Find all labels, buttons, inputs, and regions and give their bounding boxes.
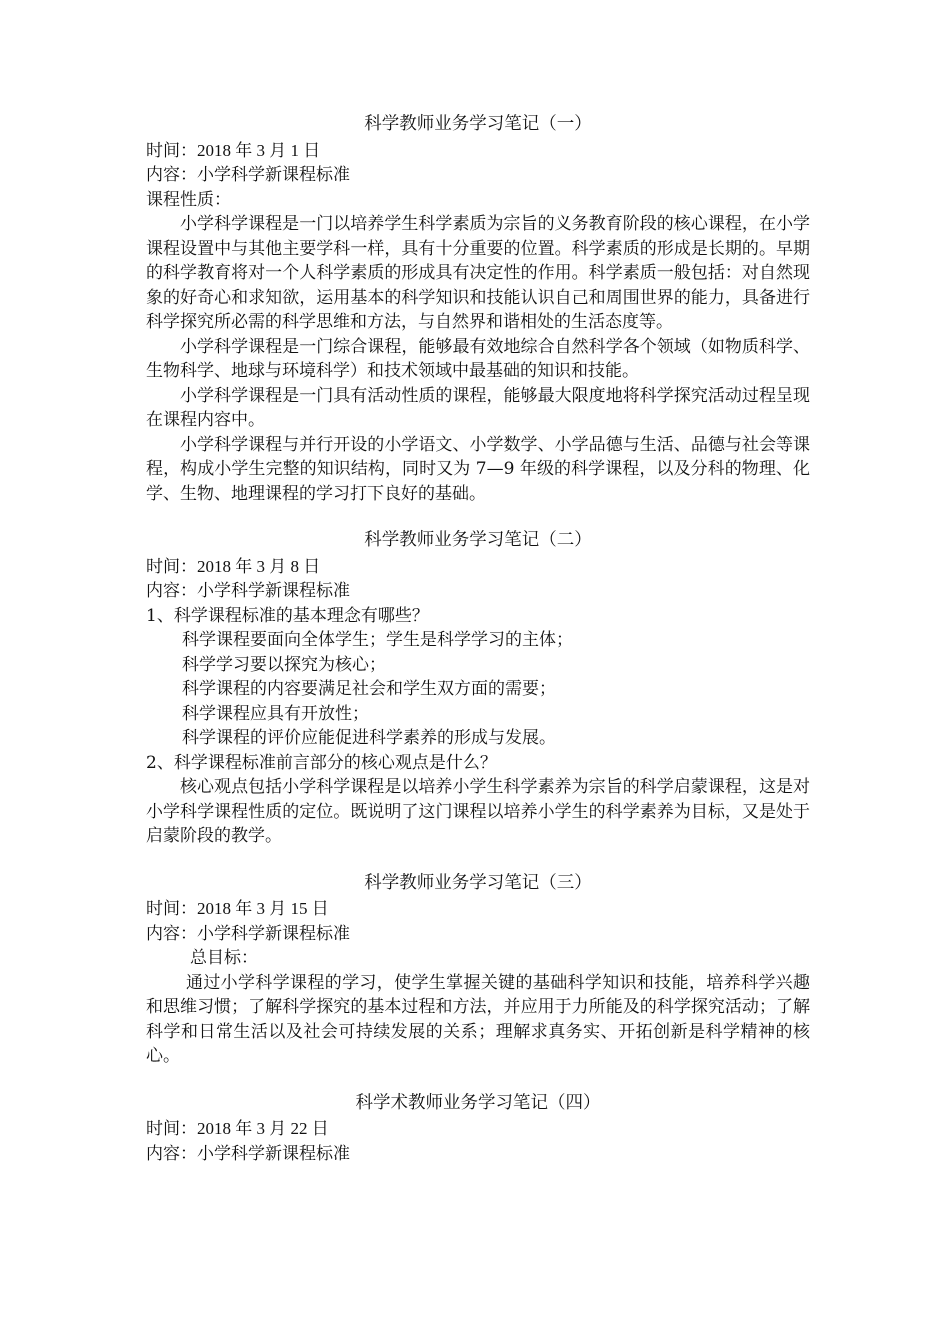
- note-2: [146, 528, 810, 849]
- list-item: 科学课程应具有开放性；: [182, 703, 369, 724]
- question: 1、科学课程标准的基本理念有哪些？: [146, 605, 429, 626]
- note-time: 时间：2018 年 3 月 8 日: [146, 556, 321, 576]
- document-page: [146, 112, 810, 1188]
- paragraph: 通过小学科学课程的学习，使学生掌握关键的基础科学知识和技能，培养科学兴趣和思维习惯；了解科学探究的基本过程和方法，并应用于力所能及的科学探究活动；了解科学和日常生活以及社会可持续发展的关系；理解求真务实、开拓创新是科学精神的核心。: [146, 972, 810, 1066]
- paragraph: 小学科学课程是一门以培养学生科学素质为宗旨的义务教育阶段的核心课程，在小学课程设置中与其他主要学科一样，具有十分重要的位置。科学素质的形成是长期的。早期的科学教育将对一个人科学素质的形成具有决定性的作用。科学素质一般包括：对自然现象的好奇心和求知欲，运用基本的科学知识和技能认识自己和周围世界的能力，具备进行科学探究所必需的科学思维和方法，与自然界和谐相处的生活态度等。: [146, 214, 810, 332]
- list-item: 科学课程要面向全体学生；学生是科学学习的主体；: [182, 630, 573, 650]
- note-time: 时间：2018 年 3 月 1 日: [146, 140, 321, 160]
- list-item: 科学课程的内容要满足社会和学生双方面的需要；: [182, 679, 556, 699]
- note-time: 时间：2018 年 3 月 15 日: [146, 899, 329, 918]
- note-content: 内容：小学科学新课程标准: [146, 1143, 350, 1163]
- question: 2、科学课程标准前言部分的核心观点是什么？: [146, 752, 497, 773]
- note-3: [146, 871, 810, 1069]
- note-title: 科学教师业务学习笔记（一）: [364, 114, 592, 134]
- note-content: 内容：小学科学新课程标准: [146, 165, 350, 184]
- note-content: 内容：小学科学新课程标准: [146, 923, 350, 943]
- note-content: 内容：小学科学新课程标准: [146, 581, 350, 600]
- note-title: 科学术教师业务学习笔记（四）: [355, 1092, 601, 1113]
- paragraph: 小学科学课程与并行开设的小学语文、小学数学、小学品德与生活、品德与社会等课程，构成小学生完整的知识结构，同时又为 7—9 年级的科学课程，以及分科的物理、化学、生物、地理课程的学习打下良好的基础。: [146, 434, 810, 504]
- list-item: 科学课程的评价应能促进科学素养的形成与发展。: [182, 728, 556, 748]
- paragraph: 小学科学课程是一门综合课程，能够最有效地综合自然科学各个领域（如物质科学、生物科学、地球与环境科学）和技术领域中最基础的知识和技能。: [146, 336, 810, 381]
- note-heading: 总目标：: [190, 948, 258, 968]
- note-title: 科学教师业务学习笔记（三）: [364, 872, 592, 893]
- note-time: 时间：2018 年 3 月 22 日: [146, 1119, 329, 1138]
- note-heading: 课程性质：: [146, 189, 231, 210]
- note-title: 科学教师业务学习笔记（二）: [364, 530, 592, 550]
- paragraph: 小学科学课程是一门具有活动性质的课程，能够最大限度地将科学探究活动过程呈现在课程内容中。: [146, 385, 810, 430]
- paragraph: 核心观点包括小学科学课程是以培养小学生科学素养为宗旨的科学启蒙课程，这是对小学科学课程性质的定位。既说明了这门课程以培养小学生的科学素养为目标，又是处于启蒙阶段的教学。: [146, 777, 810, 846]
- list-item: 科学学习要以探究为核心；: [182, 654, 386, 675]
- note-4: [146, 1091, 810, 1167]
- note-1: [146, 112, 810, 506]
